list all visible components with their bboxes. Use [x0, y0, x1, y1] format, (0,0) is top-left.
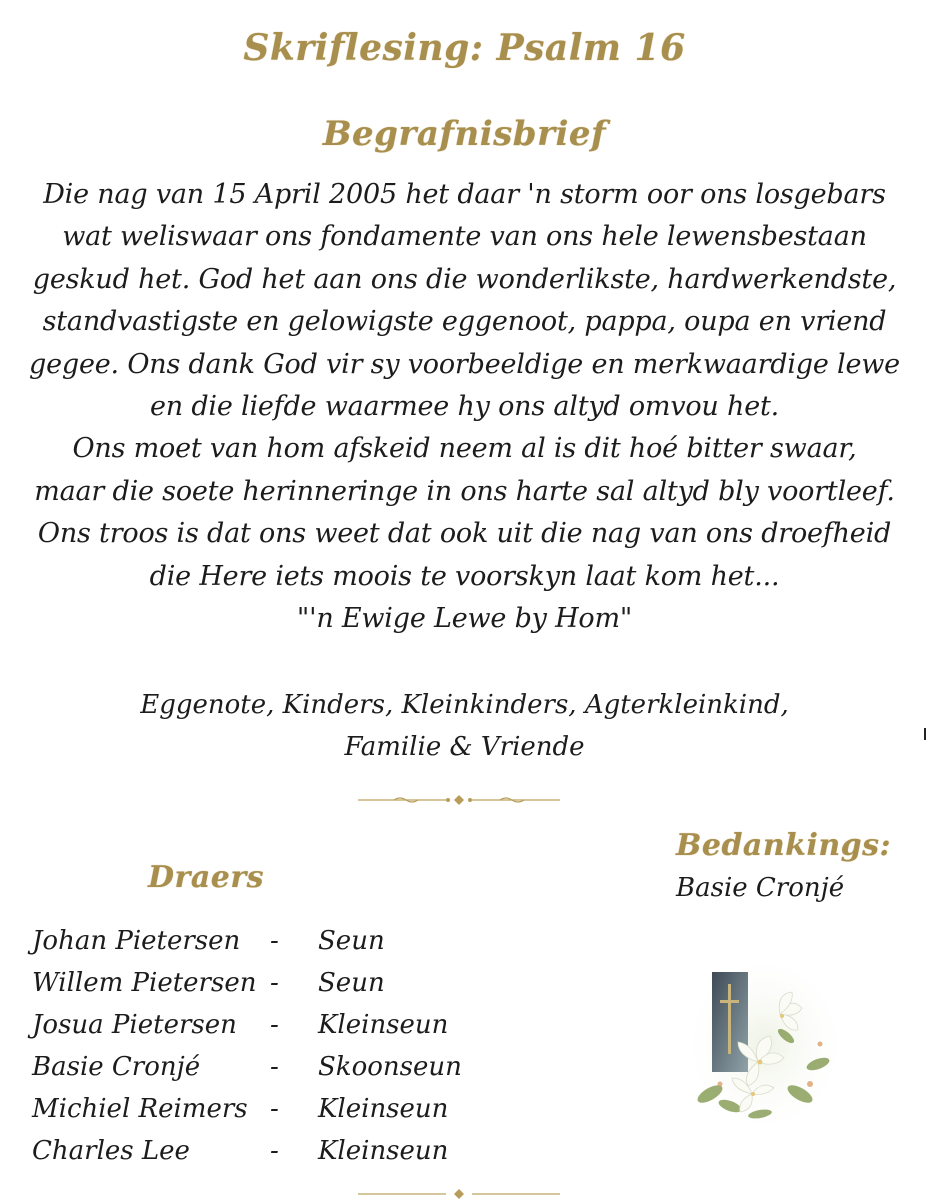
bearer-dash: -: [270, 1136, 279, 1166]
bearer-row: [32, 1004, 492, 1046]
bearer-row: [32, 962, 492, 1004]
thanks-title: Bedankings:: [676, 828, 892, 863]
bearers-list: [32, 920, 492, 1172]
letter-title: Begrafnisbrief: [322, 114, 607, 154]
letter-line: Ons moet van hom afskeid neem al is dit hoé bitter swaar,: [72, 433, 857, 465]
bearer-dash: -: [270, 1052, 279, 1082]
edge-mark: [924, 728, 926, 740]
bearer-dash: -: [270, 926, 279, 956]
bearer-name: Charles Lee: [32, 1136, 190, 1166]
cross-with-lilies-icon: [690, 944, 840, 1124]
bearer-name: Michiel Reimers: [32, 1094, 248, 1124]
letter-line: maar die soete herinneringe in ons harte sal altyd bly voortleef.: [34, 475, 895, 507]
letter-line: wat weliswaar ons fondamente van ons hele lewensbestaan: [62, 221, 867, 253]
bearer-row: [32, 1130, 492, 1172]
bearer-relation: Skoonseun: [318, 1052, 462, 1082]
gold-ornament-divider: [354, 794, 564, 806]
bearer-relation: Kleinseun: [318, 1094, 449, 1124]
bearer-relation: Kleinseun: [318, 1136, 449, 1166]
bearer-dash: -: [270, 968, 279, 998]
scripture-title: Skriflesing: Psalm 16: [243, 27, 686, 69]
letter-line: Die nag van 15 April 2005 het daar 'n storm oor ons losgebars: [43, 179, 886, 210]
bearer-relation: Seun: [318, 926, 385, 956]
bearer-row: [32, 1088, 492, 1130]
bearer-relation: Seun: [318, 968, 385, 998]
letter-body: [20, 174, 909, 640]
bearer-row: [32, 920, 492, 962]
bearer-dash: -: [270, 1094, 279, 1124]
letter-line: gegee. Ons dank God vir sy voorbeeldige en merkwaardige lewe: [29, 348, 900, 380]
bearers-title: Draers: [148, 860, 265, 895]
bearer-row: [32, 1046, 492, 1088]
bearer-dash: -: [270, 1010, 279, 1040]
letter-line: Ons troos is dat ons weet dat ook uit die nag van ons droefheid: [37, 518, 892, 550]
bearer-name: Johan Pietersen: [32, 926, 241, 956]
signoff-line: Familie & Vriende: [344, 732, 585, 762]
signoff-line: Eggenote, Kinders, Kleinkinders, Agterkleinkind,: [140, 690, 789, 720]
letter-quote: "'n Ewige Lewe by Hom": [296, 603, 633, 635]
bearer-name: Josua Pietersen: [32, 1010, 237, 1040]
letter-line: en die liefde waarmee hy ons altyd omvou het.: [149, 391, 780, 423]
thanks-name: Basie Cronjé: [676, 873, 845, 903]
letter-signoff: [0, 684, 929, 768]
bearer-name: Willem Pietersen: [32, 968, 257, 998]
letter-line: die Here iets moois te voorskyn laat kom het...: [149, 560, 780, 592]
letter-line: standvastigste en gelowigste eggenoot, pappa, oupa en vriend: [42, 306, 887, 338]
bearer-relation: Kleinseun: [318, 1010, 449, 1040]
bearer-name: Basie Cronjé: [32, 1052, 201, 1082]
letter-line: geskud het. God het aan ons die wonderlikste, hardwerkendste,: [32, 263, 897, 295]
gold-ornament-divider: [354, 1188, 564, 1200]
